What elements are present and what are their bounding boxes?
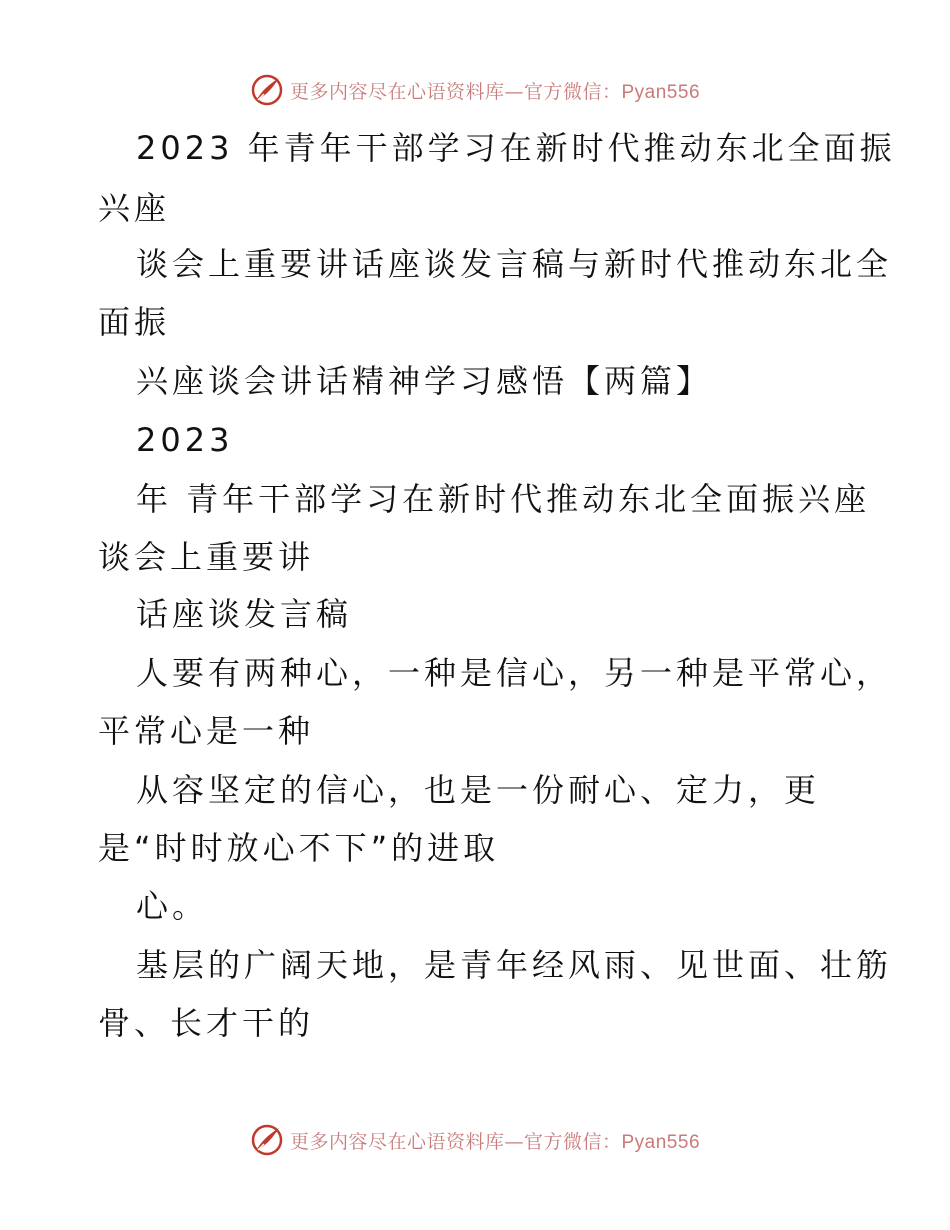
text-line: 人要有两种心，一种是信心，另一种是平常心， [136,654,893,692]
text-line: 兴座 [98,189,171,227]
text-line: 谈会上重要讲话座谈发言稿与新时代推动东北全 [136,245,893,283]
text-line: 从容坚定的信心，也是一份耐心、定力，更 [136,771,821,809]
watermark-text: 更多内容尽在心语资料库—官方微信：Pyan556 [289,1130,701,1153]
text-line: 平常心是一种 [98,712,315,750]
text-line: 话座谈发言稿 [136,595,353,633]
text-line: 骨、长才干的 [98,1004,315,1042]
text-line: 2023 [136,421,234,459]
watermark-text: 更多内容尽在心语资料库—官方微信：Pyan556 [289,80,701,103]
text-line: 2023 年青年干部学习在新时代推动东北全面振 [136,129,896,167]
quill-circle-logo-icon [250,1123,284,1157]
text-line: 心。 [136,887,209,925]
text-line: 基层的广阔天地，是青年经风雨、见世面、壮筋 [136,946,893,984]
text-line: 面振 [98,303,171,341]
text-line: 年 青年干部学习在新时代推动东北全面振兴座 [136,480,871,518]
text-line: 谈会上重要讲 [98,538,315,576]
text-line: 是“时时放心不下”的进取 [98,829,500,867]
text-line: 兴座谈会讲话精神学习感悟【两篇】 [136,362,713,400]
footer-watermark [0,1120,950,1160]
